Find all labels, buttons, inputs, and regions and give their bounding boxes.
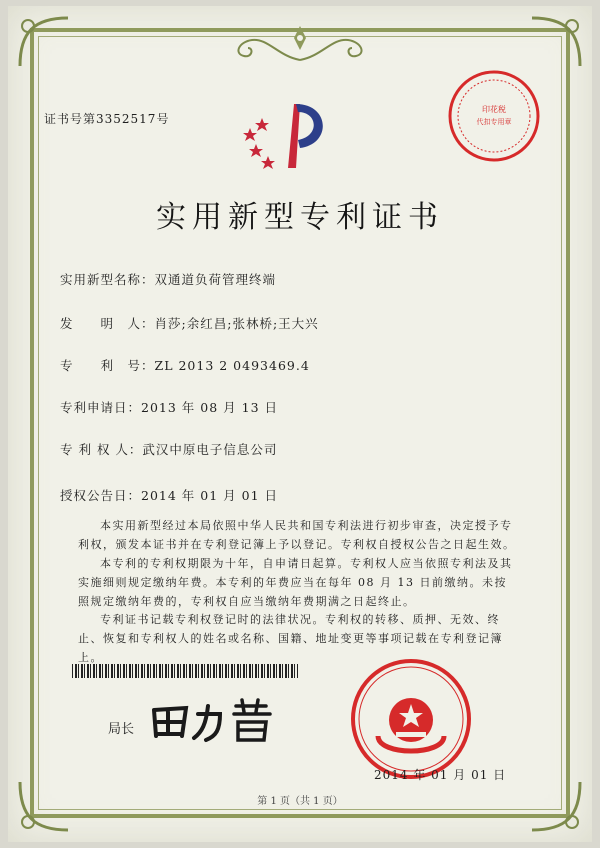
patentee-row bbox=[60, 440, 277, 458]
barcode bbox=[72, 664, 298, 678]
body-paragraph: 本专利的专利权期限为十年，自申请日起算。专利权人应当依照专利法及其实施细则规定缴纳年费。本专利的年费应当在每年 08 月 13 日前缴纳。未按照规定缴纳年费的，专利权自应当缴纳年费期满之日起终止。 bbox=[78, 557, 513, 608]
svg-text:代扣专用章: 代扣专用章 bbox=[476, 118, 512, 126]
top-ornament bbox=[218, 20, 382, 64]
announcement-date-row bbox=[60, 486, 278, 504]
page-number: 第 1 页（共 1 页） bbox=[257, 796, 343, 807]
tax-seal-stamp bbox=[446, 68, 542, 164]
announcement-date-label: 授权公告日： bbox=[60, 488, 142, 503]
corner-ornament-top-right bbox=[526, 12, 586, 72]
svg-text:印花税: 印花税 bbox=[482, 105, 506, 114]
inventor-value: 肖莎;余红昌;张林桥;王大兴 bbox=[154, 316, 319, 331]
corner-ornament-top-left bbox=[14, 12, 74, 72]
inventor-row bbox=[60, 314, 319, 332]
director-label: 局长 bbox=[108, 722, 135, 737]
filing-date-label: 专利申请日： bbox=[60, 400, 142, 415]
certificate-number: 证书号第3352517号 bbox=[44, 112, 170, 126]
patent-number-row bbox=[60, 356, 310, 374]
patentee-label: 专 利 权 人： bbox=[60, 442, 143, 457]
utility-model-name-label: 实用新型名称： bbox=[60, 272, 155, 287]
patentee-value: 武汉中原电子信息公司 bbox=[142, 442, 278, 457]
inventor-label: 发 明 人： bbox=[60, 316, 155, 331]
certificate-title: 实用新型专利证书 bbox=[156, 200, 444, 235]
body-paragraph: 本实用新型经过本局依照中华人民共和国专利法进行初步审查，决定授予专利权，颁发本证书并在专利登记簿上予以登记。专利权自授权公告之日起生效。 bbox=[78, 519, 516, 551]
patent-number-value: ZL 2013 2 0493469.4 bbox=[154, 358, 310, 373]
announcement-date-value: 2014 年 01 月 01 日 bbox=[141, 488, 279, 503]
certificate-page bbox=[8, 6, 592, 842]
patent-number-label: 专 利 号： bbox=[60, 358, 155, 373]
utility-model-name-value: 双通道负荷管理终端 bbox=[154, 272, 277, 287]
body-paragraph: 专利证书记载专利权登记时的法律状况。专利权的转移、质押、无效、终止、恢复和专利权人的姓名或名称、国籍、地址变更等事项记载在专利登记簿上。 bbox=[78, 613, 503, 664]
filing-date-value: 2013 年 08 月 13 日 bbox=[141, 400, 279, 415]
utility-model-name-row bbox=[60, 270, 276, 288]
sipo-logo-icon bbox=[240, 98, 336, 178]
national-ip-seal-stamp bbox=[348, 656, 474, 782]
director-signature bbox=[146, 696, 286, 746]
filing-date-row bbox=[60, 398, 278, 416]
issue-date: 2014 年 01 月 01 日 bbox=[374, 768, 507, 782]
